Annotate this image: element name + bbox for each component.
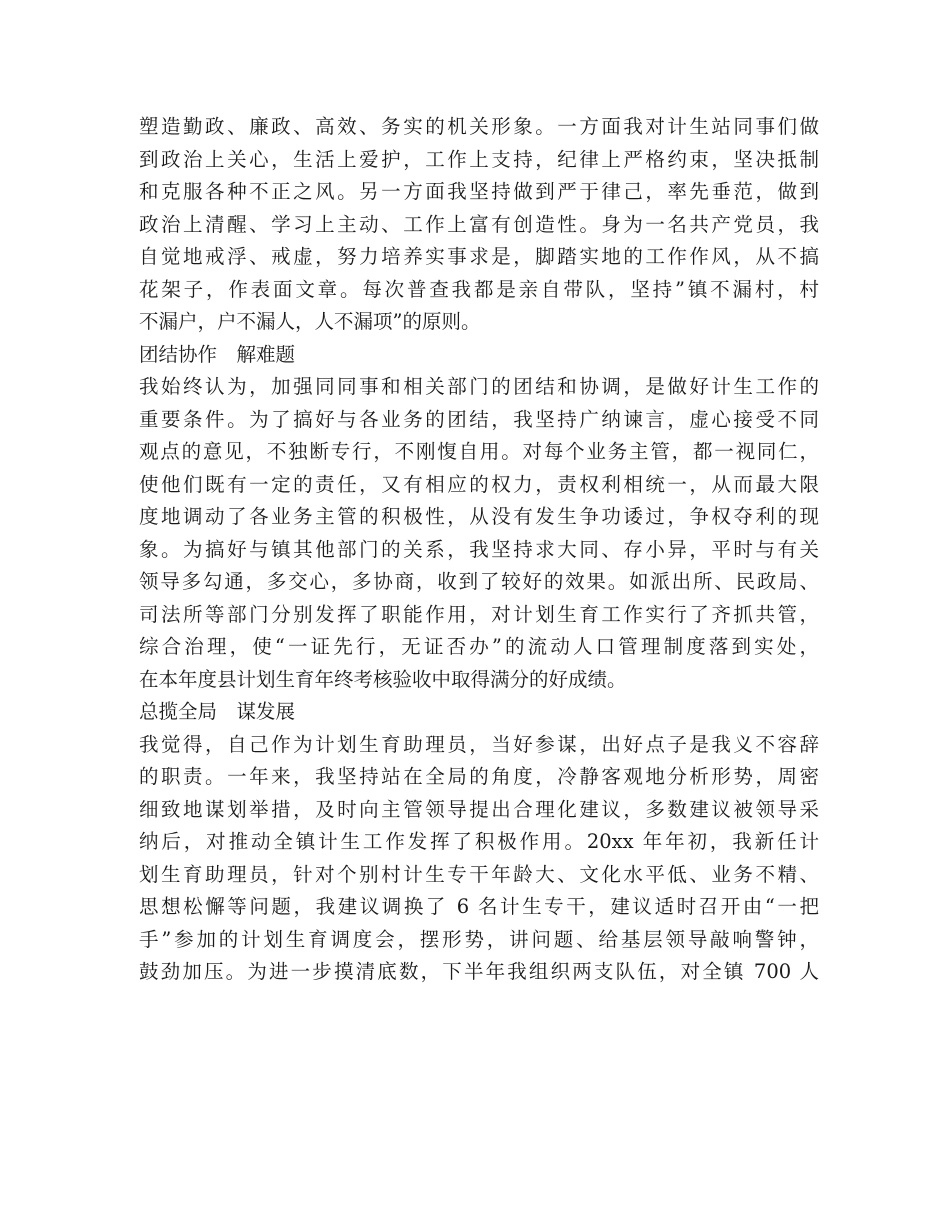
text-line: 团结协作 解难题: [139, 342, 296, 366]
text-line: 总揽全局 谋发展: [139, 700, 296, 723]
text-line: 观点的意见，不独断专行，不刚愎自用。对每个业务主管，都一视同仁，: [139, 440, 819, 463]
text-line: 划生育助理员，针对个别村计生专干年龄大、文化水平低、业务不精、: [139, 862, 819, 886]
text-line: 思想松懈等问题，我建议调换了 6 名计生专干，建议适时召开由“一把: [139, 895, 819, 918]
text-line: 细致地谋划举措，及时向主管领导提出合理化建议，多数建议被领导采: [139, 797, 819, 821]
text-line: 综合治理，使“一证先行，无证否办”的流动人口管理制度落到实处，: [139, 635, 819, 658]
text-line: 使他们既有一定的责任，又有相应的权力，责权利相统一，从而最大限: [139, 472, 819, 496]
text-line: 重要条件。为了搞好与各业务的团结，我坚持广纳谏言，虚心接受不同: [139, 407, 819, 431]
text-line: 在本年度县计划生育年终考核验收中取得满分的好成绩。: [139, 667, 627, 691]
text-line: 度地调动了各业务主管的积极性，从没有发生争功诿过，争权夺利的现: [139, 505, 819, 528]
text-line: 鼓劲加压。为进一步摸清底数，下半年我组织两支队伍，对全镇 700 人: [139, 960, 819, 983]
text-line: 到政治上关心，生活上爱护，工作上支持，纪律上严格约束，坚决抵制: [139, 147, 819, 171]
text-line: 手”参加的计划生育调度会，摆形势，讲问题、给基层领导敲响警钟，: [139, 927, 819, 951]
text-line: 的职责。一年来，我坚持站在全局的角度，冷静客观地分析形势，周密: [139, 765, 819, 788]
text-line: 纳后，对推动全镇计生工作发挥了积极作用。20xx 年年初，我新任计: [139, 830, 819, 853]
text-line: 政治上清醒、学习上主动、工作上富有创造性。身为一名共产党员，我: [139, 212, 819, 236]
document-body: [139, 111, 819, 989]
text-line: 我觉得，自己作为计划生育助理员，当好参谋，出好点子是我义不容辞: [139, 732, 819, 756]
text-line: 塑造勤政、廉政、高效、务实的机关形象。一方面我对计生站同事们做: [139, 115, 819, 138]
text-line: 自觉地戒浮、戒虚，努力培养实事求是，脚踏实地的工作作风，从不搞: [139, 245, 819, 268]
text-line: 不漏户，户不漏人，人不漏项”的原则。: [139, 310, 481, 333]
text-line: 和克服各种不正之风。另一方面我坚持做到严于律己，率先垂范，做到: [139, 180, 819, 203]
text-line: 我始终认为，加强同同事和相关部门的团结和协调，是做好计生工作的: [139, 375, 819, 398]
text-line: 领导多勾通，多交心，多协商，收到了较好的效果。如派出所、民政局、: [139, 570, 819, 593]
text-line: 象。为搞好与镇其他部门的关系，我坚持求大同、存小异，平时与有关: [139, 537, 819, 561]
text-line: 司法所等部门分别发挥了职能作用，对计划生育工作实行了齐抓共管，: [139, 602, 819, 626]
text-line: 花架子，作表面文章。每次普查我都是亲自带队，坚持”镇不漏村，村: [139, 277, 819, 301]
